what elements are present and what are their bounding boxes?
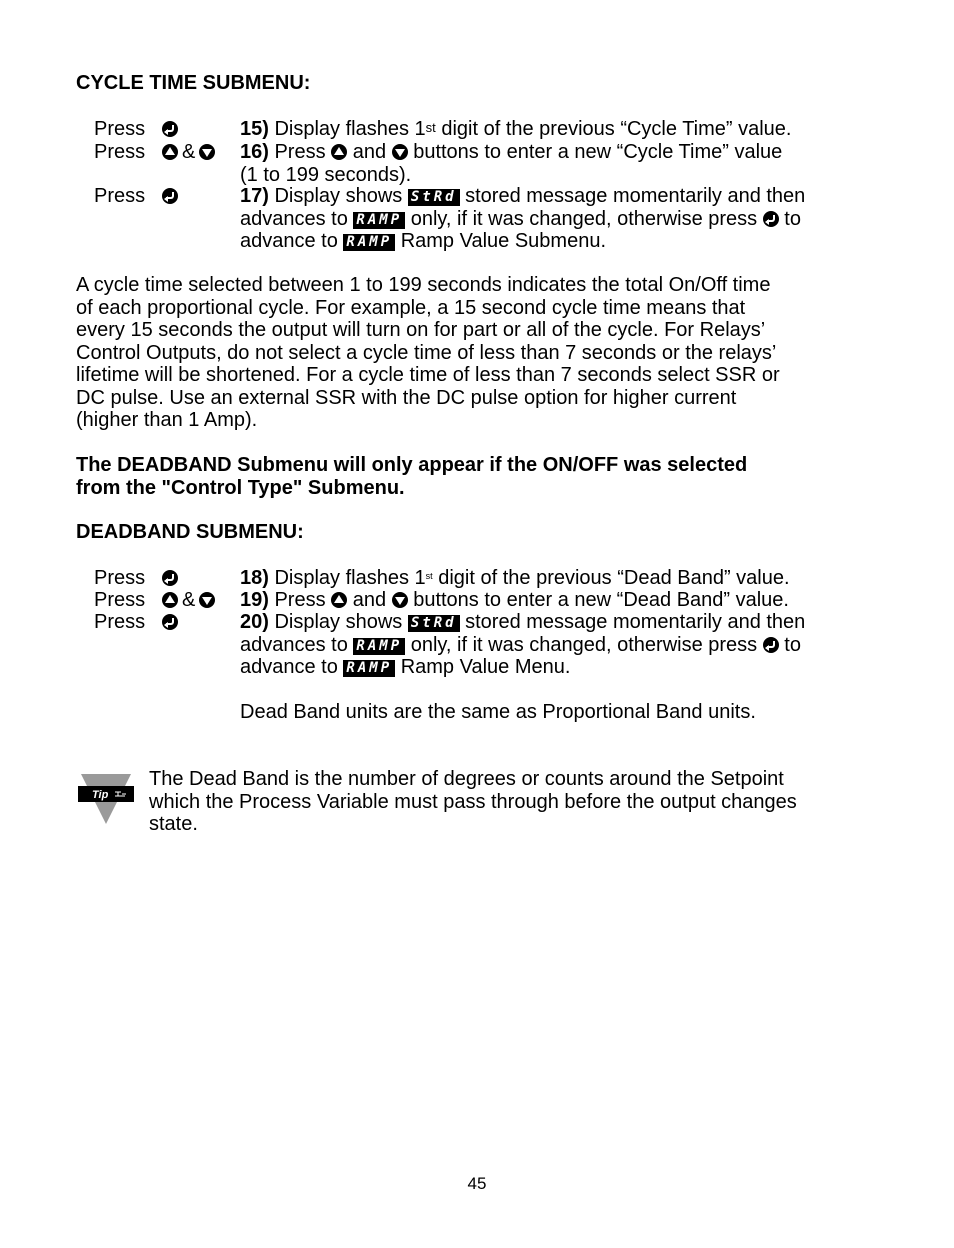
press-label: Press — [94, 589, 146, 611]
press-label: Press — [94, 611, 146, 633]
step-19: 19) Press and buttons to enter a new “Dead Band” value. — [240, 589, 789, 611]
tip-text: The Dead Band is the number of degrees or counts around the Setpoint which the Process Variable must pass through before the output changes state. — [149, 768, 797, 835]
press-label: Press — [94, 118, 146, 140]
down-arrow-icon — [392, 592, 408, 608]
press-label: Press — [94, 185, 146, 207]
lcd-strd-display: StRd — [408, 189, 460, 206]
enter-icon — [763, 637, 779, 653]
step-15: 15) Display flashes 1st digit of the previous “Cycle Time” value. — [240, 118, 792, 140]
page-number: 45 — [467, 1174, 487, 1193]
lcd-ramp-display: RAMP — [343, 234, 395, 251]
down-arrow-icon — [392, 144, 408, 160]
lcd-strd-display: StRd — [408, 615, 460, 632]
tip-icon — [78, 772, 134, 826]
step-16: 16) Press and buttons to enter a new “Cycle Time” value (1 to 199 seconds). — [240, 141, 783, 186]
up-arrow-icon — [162, 144, 178, 160]
up-arrow-icon — [162, 592, 178, 608]
press-label: Press — [94, 567, 146, 589]
enter-icon — [162, 121, 178, 137]
enter-icon — [162, 570, 178, 586]
enter-icon — [763, 211, 779, 227]
step-17: 17) Display shows StRd stored message momentarily and then advances to RAMP only, if it was changed, otherwise press to advance to RAMP Ramp Value Submenu. — [240, 185, 806, 252]
cycle-time-heading: CYCLE TIME SUBMENU: — [76, 72, 311, 94]
cycle-time-description: A cycle time selected between 1 to 199 seconds indicates the total On/Off time of each proportional cycle. For example, a 15 second cycle time means that every 15 seconds the output will turn on for part or all of the cycle. For Relays’ Control Outputs, do not select a cycle time of less than 7 seconds or the relays’ lifetime will be shortened. For a cycle time of less than 7 seconds select SSR or DC pulse. Use an external SSR with the DC pulse option for higher current (higher than 1 Amp). — [76, 274, 780, 431]
step-18: 18) Display flashes 1st digit of the previous “Dead Band” value. — [240, 567, 790, 589]
lcd-ramp-display: RAMP — [343, 660, 395, 677]
up-arrow-icon — [331, 144, 347, 160]
tip-label: Tip — [92, 789, 109, 801]
up-arrow-icon — [331, 592, 347, 608]
step-20: 20) Display shows StRd stored message momentarily and then advances to RAMP only, if it was changed, otherwise press to advance to RAMP Ramp Value Menu. — [240, 611, 806, 678]
press-label: Press — [94, 141, 146, 163]
enter-icon — [162, 614, 178, 630]
enter-icon — [162, 188, 178, 204]
down-arrow-icon — [199, 144, 215, 160]
deadband-heading: DEADBAND SUBMENU: — [76, 521, 304, 543]
deadband-units-note: Dead Band units are the same as Proportional Band units. — [240, 701, 756, 723]
lcd-ramp-display: RAMP — [353, 212, 405, 229]
down-arrow-icon — [199, 592, 215, 608]
lcd-ramp-display: RAMP — [353, 638, 405, 655]
deadband-note: The DEADBAND Submenu will only appear if the ON/OFF was selected from the "Control Type" Submenu. — [76, 454, 748, 499]
